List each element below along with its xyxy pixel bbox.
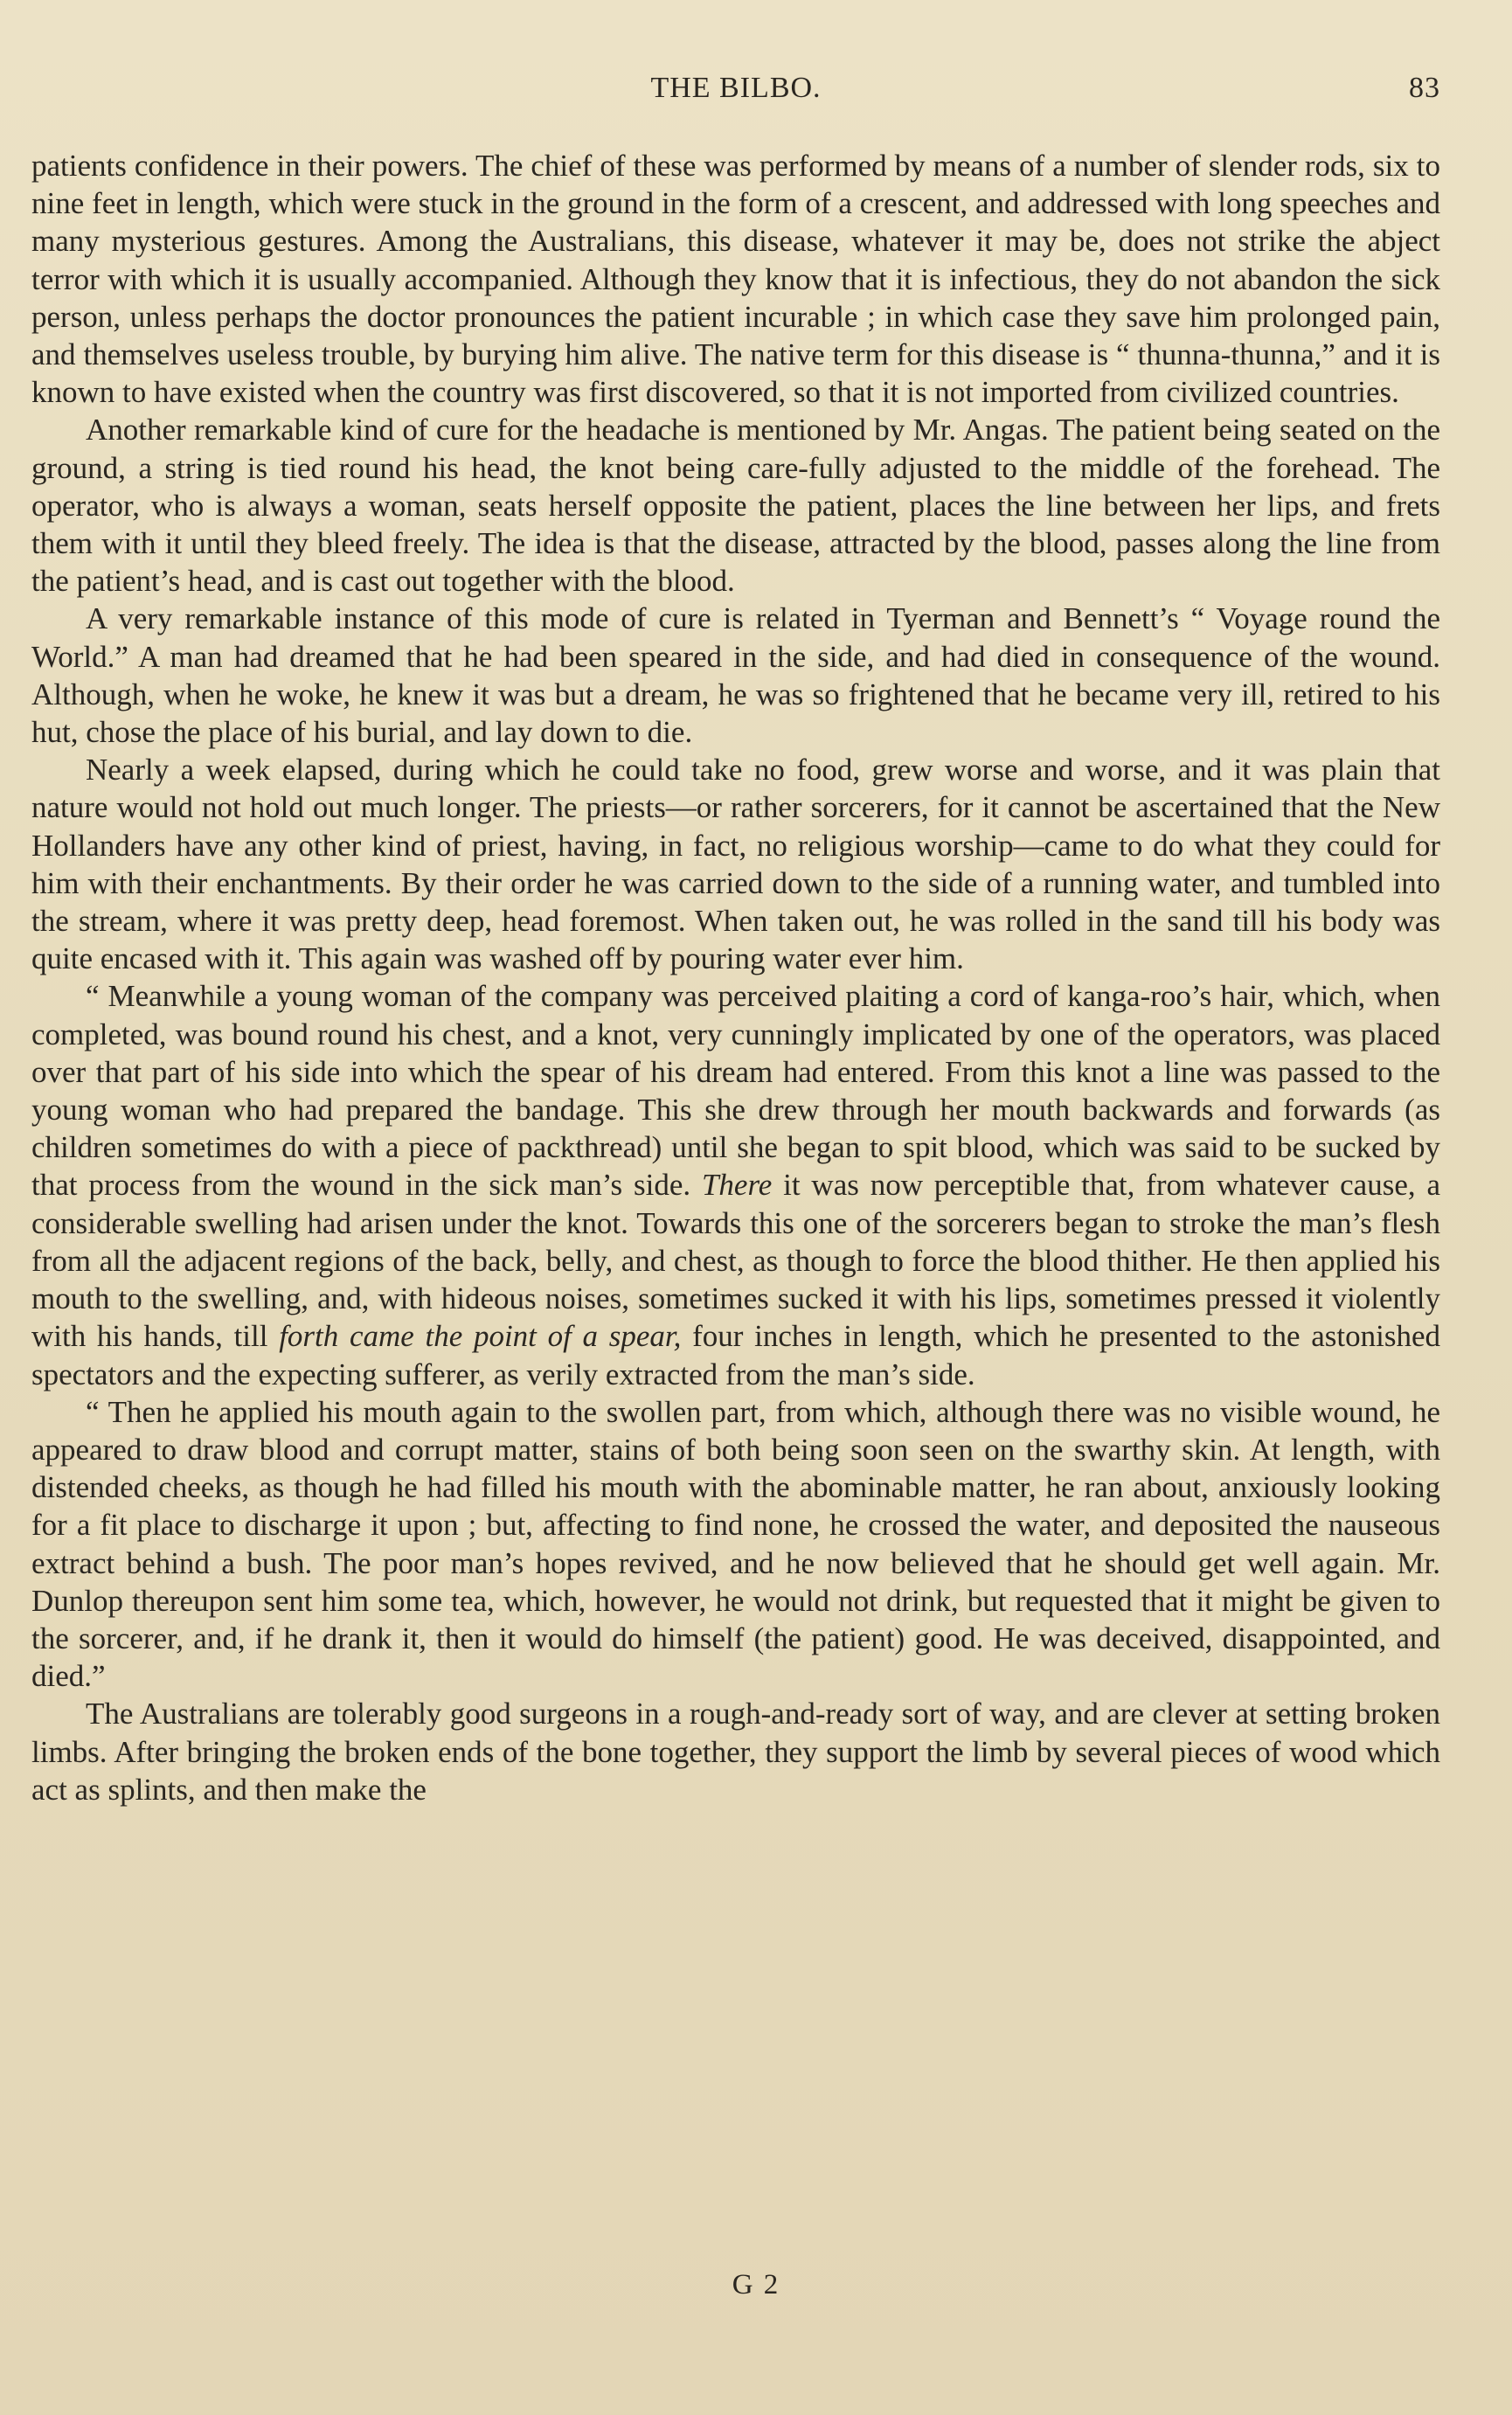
paragraph-6: “ Then he applied his mouth again to the swollen part, from which, although there was no visible wound, he appeared to draw blood and corrupt matter, stains of both being soon seen on the swarthy skin. At length, with distended cheeks, as though he had filled his mouth with the abominable matter, he ran about, anxiously looking for a fit place to discharge it upon ; but, affecting to find none, he crossed the water, and deposited the nauseous extract behind a bush. The poor man’s hopes revived, and he now believed that he should get well again. Mr. Dunlop thereupon sent him some tea, which, however, he would not drink, but requested that it might be given to the sorcerer, and, if he drank it, then it would do himself (the patient) good. He was deceived, disappointed, and died.” (31, 1394, 1440, 1694)
body-text (31, 147, 1440, 1808)
paragraph-5-italic-1: There (701, 1168, 773, 1203)
paragraph-1: patients confidence in their powers. The chief of these was performed by means of a number of slender rods, six to nine feet in length, which were stuck in the ground in the form of a crescent, and addressed with long speeches and many mysterious gestures. Among the Australians, this disease, whatever it may be, does not strike the abject terror with which it is usually accompanied. Although they know that it is infectious, they do not abandon the sick person, unless perhaps the doctor pronounces the patient incurable ; in which case they save him prolonged pain, and themselves useless trouble, by burying him alive. The native term for this disease is “ thunna-thunna,” and it is known to have existed when the country was first discovered, so that it is not imported from civilized countries. (31, 149, 1440, 410)
signature-mark: G 2 (732, 2269, 780, 2300)
paragraph-4: Nearly a week elapsed, during which he could take no food, grew worse and worse, and it was plain that nature would not hold out much longer. The priests—or rather sorcerers, for it cannot be ascertained that the New Hollanders have any other kind of priest, having, in fact, no religious worship—came to do what they could for him with their enchantments. By their order he was carried down to the side of a running water, and tumbled into the stream, where it was pretty deep, head foremost. When taken out, he was rolled in the sand till his body was quite encased with it. This again was washed off by pouring water ever him. (31, 753, 1440, 976)
paragraph-7: The Australians are tolerably good surgeons in a rough-and-ready sort of way, and are clever at setting broken limbs. After bringing the broken ends of the bone together, they support the limb by several pieces of wood which act as splints, and then make the (31, 1697, 1440, 1807)
paragraph-5-italic-2: forth came the point of a spear, (279, 1319, 682, 1354)
paragraph-5-part-1: “ Meanwhile a young woman of the company was perceived plaiting a cord of kanga-roo’s hair, which, when completed, was bound round his chest, and a knot, very cunningly implicated by one of the operators, was placed over that part of his side into which the spear of his dream had entered. From this knot a line was passed to the young woman who had prepared the bandage. This she drew through her mouth backwards and forwards (as children sometimes do with a piece of packthread) until she began to spit blood, which was said to be sucked by that process from the wound in the sick man’s side. (31, 979, 1440, 1203)
page-number: 83 (1409, 72, 1440, 104)
paragraph-5-part-2: it was now perceptible that, from whatever cause, a considerable swelling had arisen under the knot. Towards this one of the sorcerers began to stroke the man’s flesh from all the adjacent regions of the back, belly, and chest, as though to force the blood thither. He then applied his mouth to the swelling, and, with hideous noises, sometimes sucked it with his lips, sometimes pressed it violently with his hands, till (31, 1168, 1440, 1354)
page-title: THE BILBO. (650, 72, 822, 104)
paragraph-5 (31, 977, 1440, 1392)
paragraph-5-part-3: four inches in length, which he presented to the astonished spectators and the expecting sufferer, as verily extracted from the man’s side. (31, 1319, 1440, 1391)
paragraph-3: A very remarkable instance of this mode of cure is related in Tyerman and Bennett’s “ Voyage round the World.” A man had dreamed that he had been speared in the side, and had died in consequence of the wound. Although, when he woke, he knew it was but a dream, he was so frightened that he became very ill, retired to his hut, chose the place of his burial, and lay down to die. (31, 601, 1440, 750)
paragraph-2: Another remarkable kind of cure for the headache is mentioned by Mr. Angas. The patient being seated on the ground, a string is tied round his head, the knot being care-fully adjusted to the middle of the forehead. The operator, who is always a woman, seats herself opposite the patient, places the line between her lips, and frets them with it until they bleed freely. The idea is that the disease, attracted by the blood, passes along the line from the patient’s head, and is cast out together with the blood. (31, 413, 1440, 599)
running-head (31, 72, 1440, 115)
